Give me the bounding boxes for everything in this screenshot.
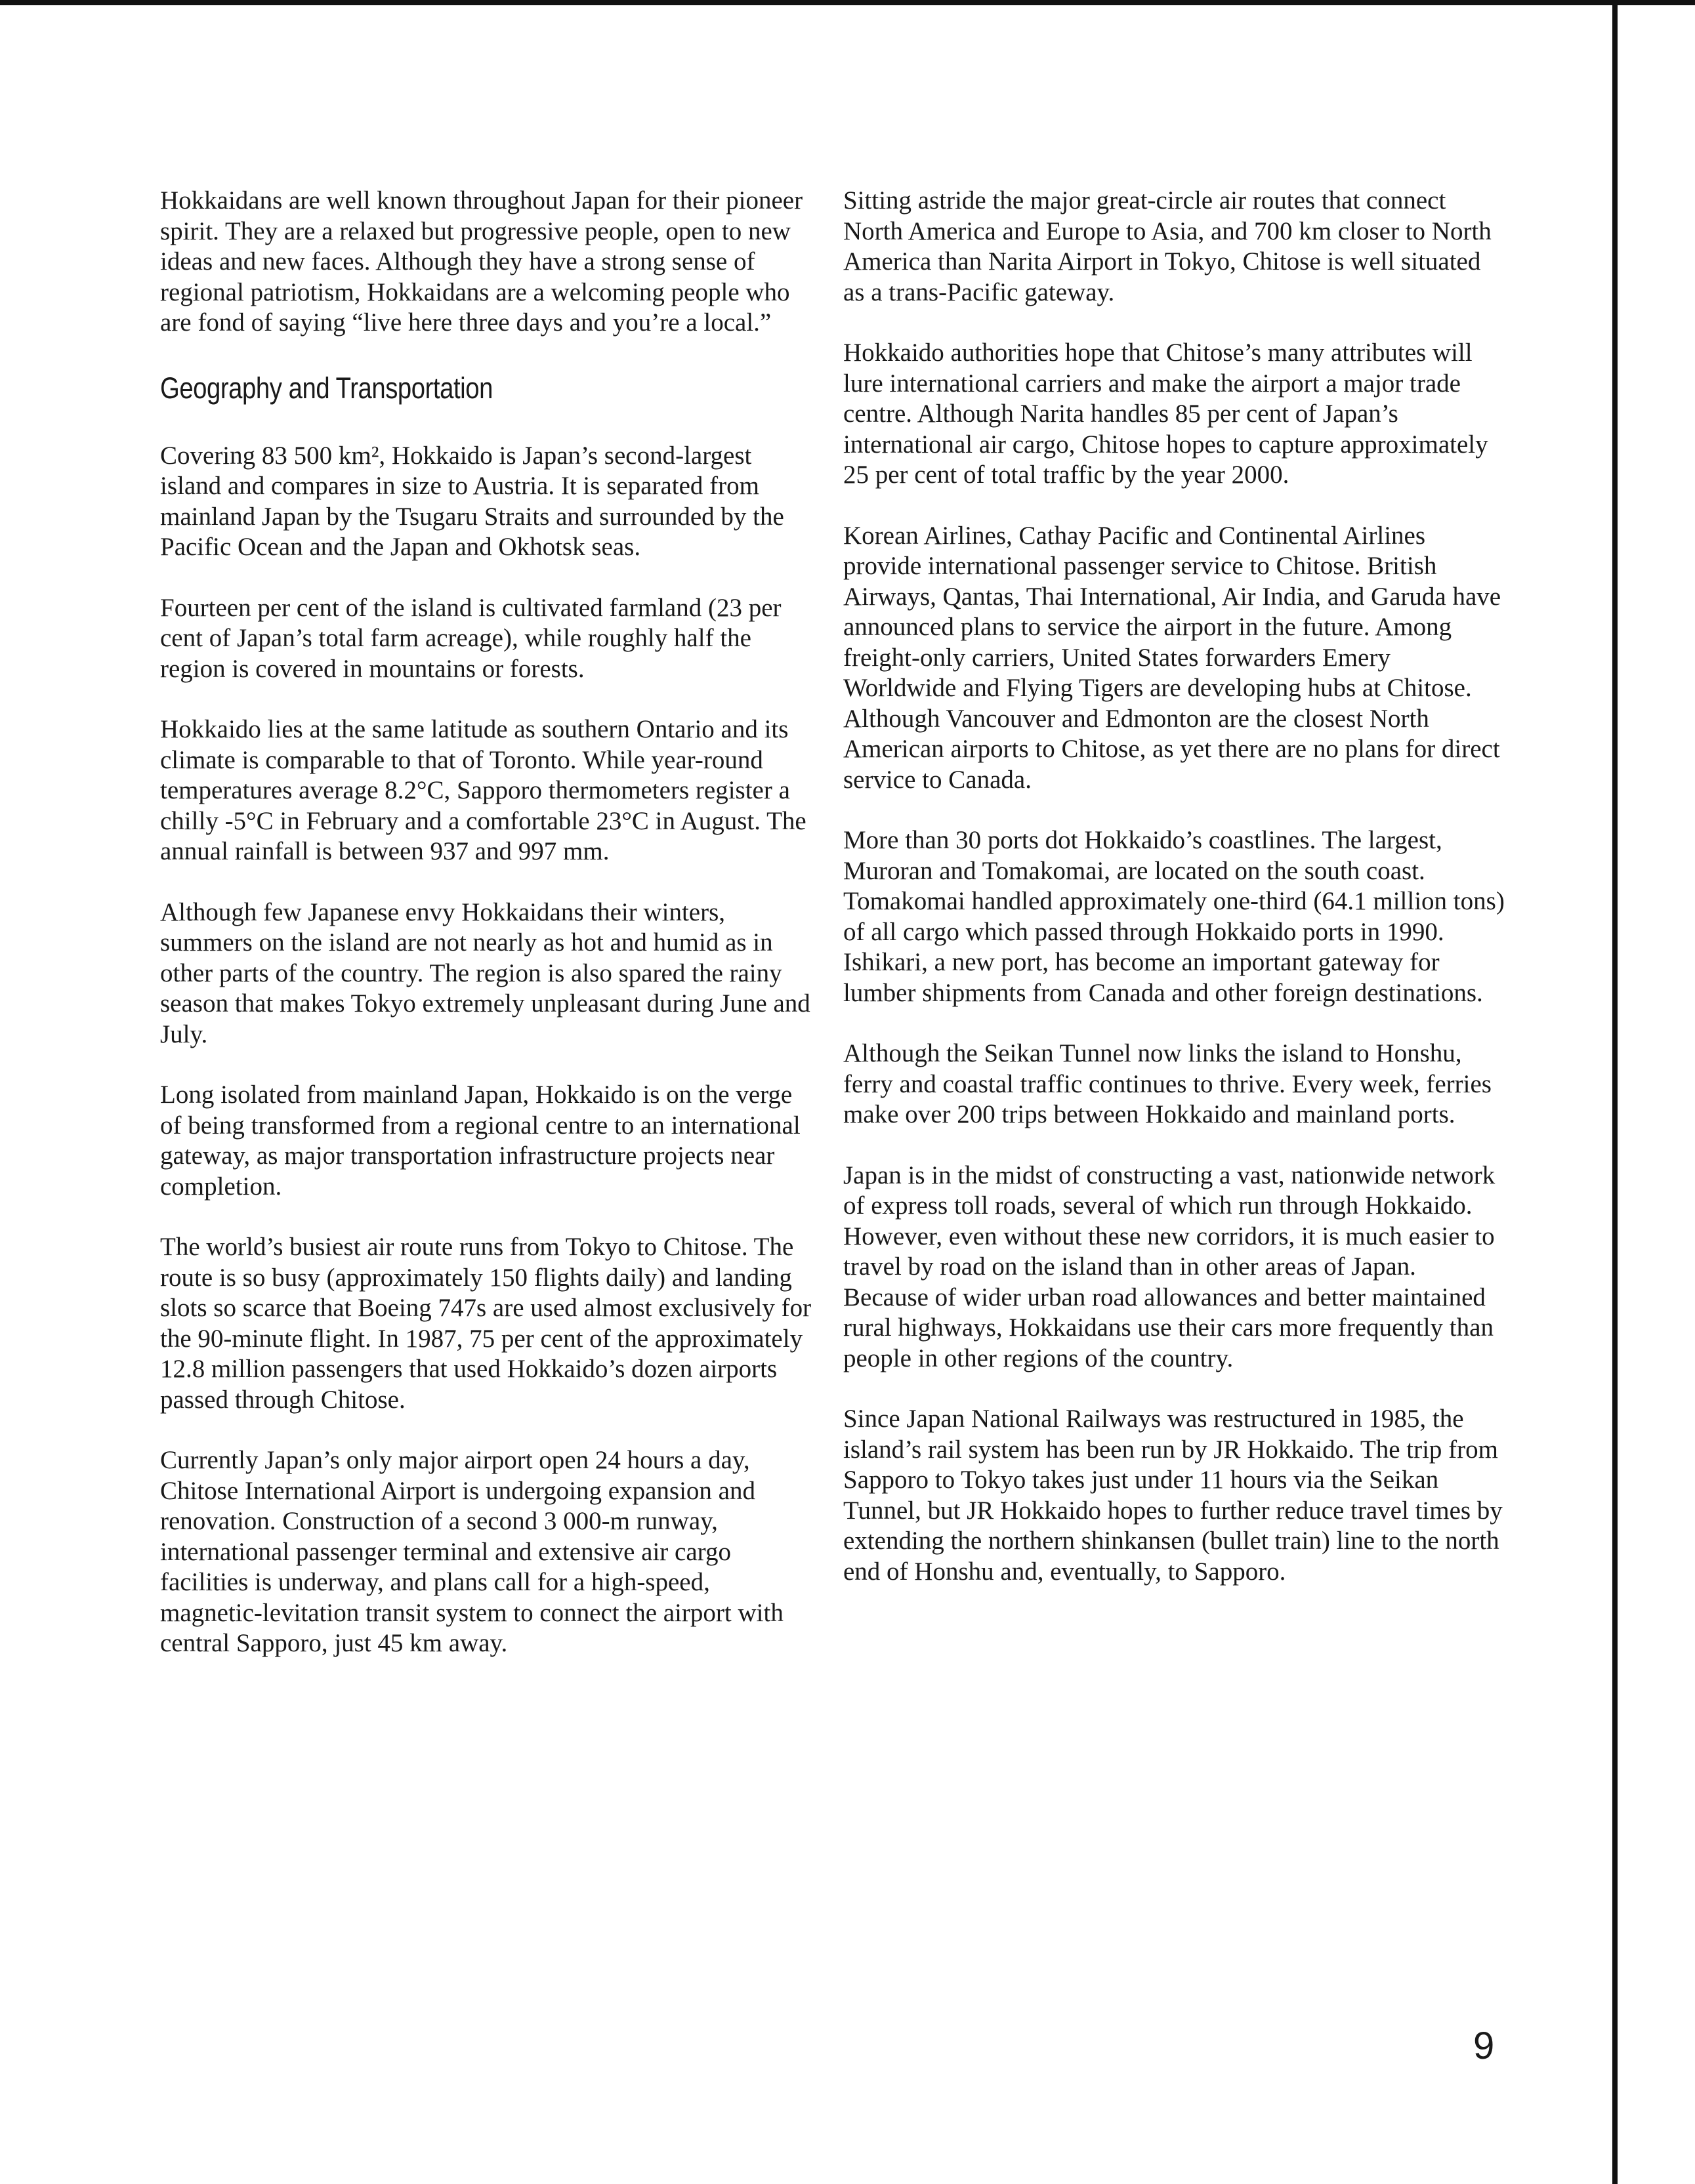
left-paragraph-5: Although few Japanese envy Hokkaidans their winters, summers on the island are not nearly as hot and humid as in other parts of the country. The region is also spared the rainy season that makes Tokyo extremely unpleasant during June and July. — [160, 897, 810, 1048]
left-paragraph-7: The world’s busiest air route runs from Tokyo to Chitose. The route is so busy (approximately 150 flights daily) and landing slots so scarce that Boeing 747s are used almost exclusively for the 90-minute flight. In 1987, 75 per cent of the approximately 12.8 million passengers that used Hokkaido’s dozen airports passed through Chitose. — [160, 1233, 812, 1414]
right-paragraph-1: Sitting astride the major great-circle air routes that connect North America and Europe to Asia, and 700 km closer to North America than Narita Airport in Tokyo, Chitose is well situated as a trans-Pacific gateway. — [843, 186, 1492, 306]
right-paragraph-4: More than 30 ports dot Hokkaido’s coastlines. The largest, Muroran and Tomakomai, are located on the south coast. Tomakomai handled approximately one-third (64.1 million tons) of all cargo which passed through Hokkaido ports in 1990. Ishikari, a new port, has become an important gateway for lumber shipments from Canada and other foreign destinations. — [843, 826, 1505, 1007]
left-column — [160, 186, 816, 1689]
right-paragraph-7: Since Japan National Railways was restructured in 1985, the island’s rail system has been run by JR Hokkaido. The trip from Sapporo to Tokyo takes just under 11 hours via the Seikan Tunnel, but JR Hokkaido hopes to further reduce travel times by extending the northern shinkansen (bullet train) line to the north end of Honshu and, eventually, to Sapporo. — [843, 1405, 1503, 1586]
left-paragraph-8: Currently Japan’s only major airport open 24 hours a day, Chitose International Airport is undergoing expansion and renovation. Construction of a second 3 000-m runway, international passenger terminal and extensive air cargo facilities is underway, and plans call for a high-speed, magnetic-levitation transit system to connect the airport with central Sapporo, just 45 km away. — [160, 1446, 784, 1657]
right-paragraph-2: Hokkaido authorities hope that Chitose’s many attributes will lure international carriers and make the airport a major trade centre. Although Narita handles 85 per cent of Japan’s international air cargo, Chitose hopes to capture approximately 25 per cent of total traffic by the year 2000. — [843, 339, 1488, 489]
left-paragraph-1: Hokkaidans are well known throughout Japan for their pioneer spirit. They are a relaxed but progressive people, open to new ideas and new faces. Although they have a strong sense of regional patriotism, Hokkaidans are a welcoming people who are fond of saying “live here three days and you’re a local.” — [160, 186, 803, 337]
page-number: 9 — [1473, 2025, 1495, 2067]
right-column — [843, 186, 1506, 1617]
left-paragraph-4: Hokkaido lies at the same latitude as southern Ontario and its climate is comparable to that of Toronto. While year-round temperatures average 8.2°C, Sapporo thermometers register a chilly -5°C in February and a comfortable 23°C in August. The annual rainfall is between 937 and 997 mm. — [160, 715, 806, 865]
right-paragraph-3: Korean Airlines, Cathay Pacific and Continental Airlines provide international passenger service to Chitose. British Airways, Qantas, Thai International, Air India, and Garuda have announced plans to service the airport in the future. Among freight-only carriers, United States forwarders Emery Worldwide and Flying Tigers are developing hubs at Chitose. Although Vancouver and Edmonton are the closest North American airports to Chitose, as yet there are no plans for direct service to Canada. — [843, 521, 1501, 794]
left-paragraph-6: Long isolated from mainland Japan, Hokkaido is on the verge of being transformed from a regional centre to an international gateway, as major transportation infrastructure projects near completion. — [160, 1081, 801, 1201]
right-paragraph-5: Although the Seikan Tunnel now links the island to Honshu, ferry and coastal traffic continues to thrive. Every week, ferries make over 200 trips between Hokkaido and mainland ports. — [843, 1039, 1492, 1128]
page-border-top — [0, 0, 1695, 5]
section-heading: Geography and Transportation — [160, 371, 493, 405]
page-border-right — [1612, 0, 1618, 2184]
right-paragraph-6: Japan is in the midst of constructing a vast, nationwide network of express toll roads, several of which run through Hokkaido. However, even without these new corridors, it is much easier to travel by road on the island than in other areas of Japan. Because of wider urban road allowances and better maintained rural highways, Hokkaidans use their cars more frequently than people in other regions of the country. — [843, 1161, 1496, 1372]
left-paragraph-2: Covering 83 500 km², Hokkaido is Japan’s second-largest island and compares in size to Austria. It is separated from mainland Japan by the Tsugaru Straits and surrounded by the Pacific Ocean and the Japan and Okhotsk seas. — [160, 441, 784, 561]
left-paragraph-3: Fourteen per cent of the island is cultivated farmland (23 per cent of Japan’s total farm acreage), while roughly half the region is covered in mountains or forests. — [160, 593, 782, 683]
